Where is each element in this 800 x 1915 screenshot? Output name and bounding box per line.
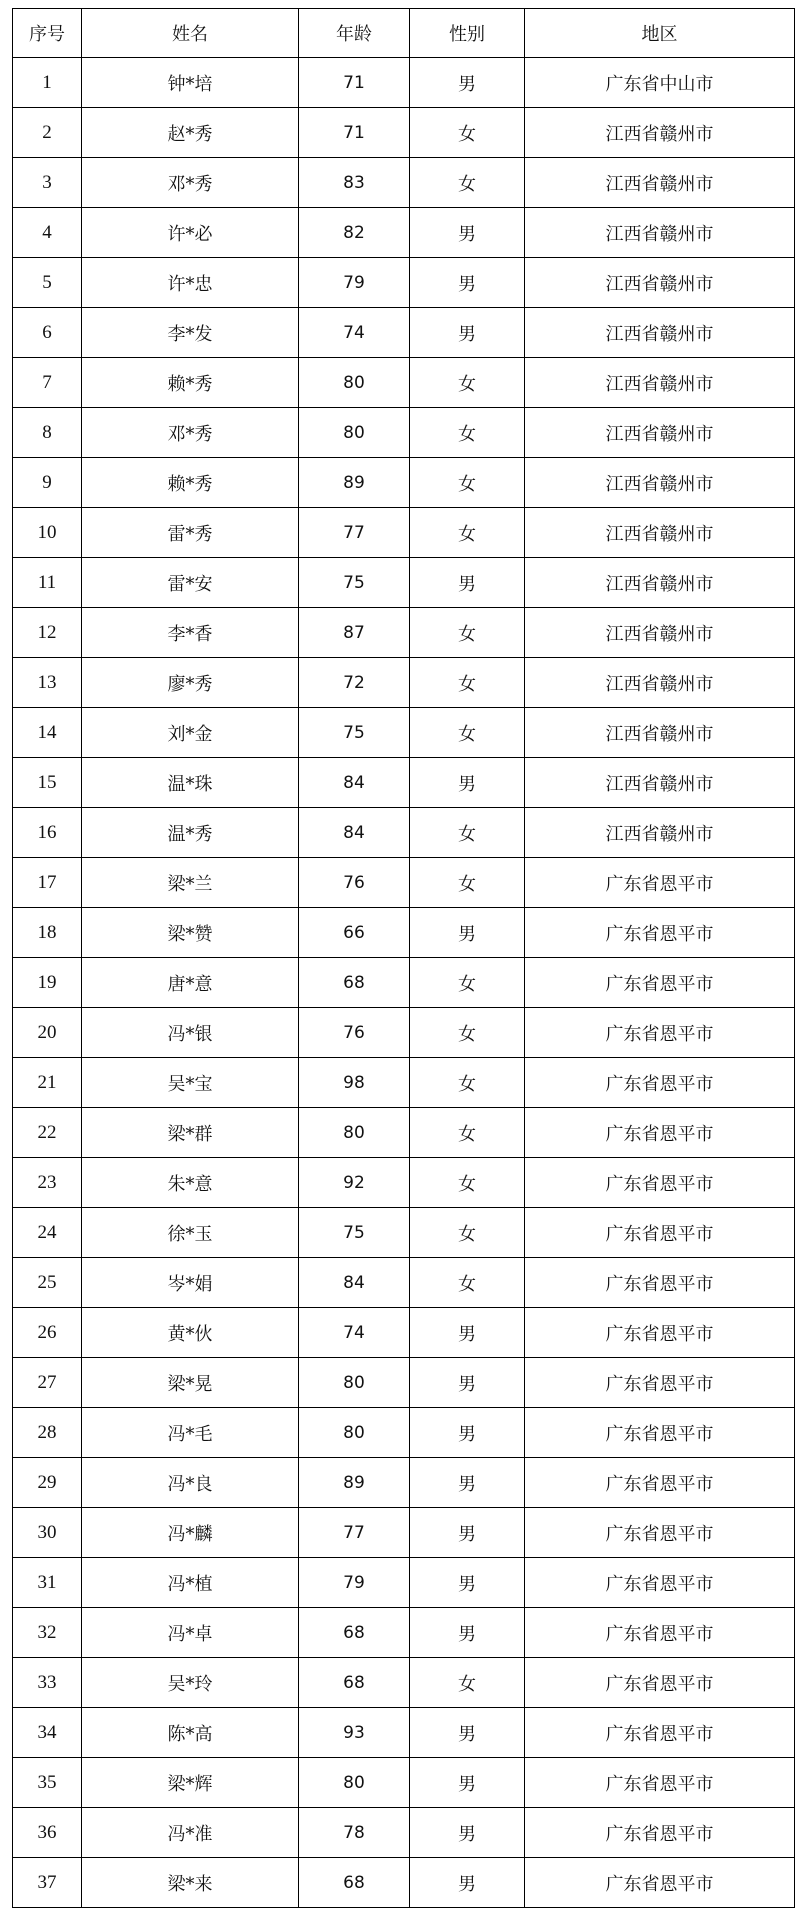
cell-name: 钟*培 bbox=[82, 58, 299, 108]
cell-region: 广东省恩平市 bbox=[525, 1058, 795, 1108]
cell-age: 84 bbox=[299, 758, 410, 808]
cell-sex: 男 bbox=[410, 308, 525, 358]
cell-sex: 女 bbox=[410, 158, 525, 208]
cell-age: 76 bbox=[299, 858, 410, 908]
cell-sex: 女 bbox=[410, 658, 525, 708]
table-row bbox=[13, 858, 795, 908]
cell-index: 4 bbox=[13, 208, 82, 258]
cell-index: 26 bbox=[13, 1308, 82, 1358]
cell-name: 刘*金 bbox=[82, 708, 299, 758]
cell-sex: 男 bbox=[410, 1558, 525, 1608]
header-row bbox=[13, 9, 795, 58]
cell-region: 江西省赣州市 bbox=[525, 608, 795, 658]
cell-age: 79 bbox=[299, 1558, 410, 1608]
cell-name: 李*香 bbox=[82, 608, 299, 658]
cell-name: 温*珠 bbox=[82, 758, 299, 808]
cell-age: 79 bbox=[299, 258, 410, 308]
cell-region: 广东省恩平市 bbox=[525, 1858, 795, 1908]
table-row bbox=[13, 608, 795, 658]
table-row bbox=[13, 458, 795, 508]
cell-index: 24 bbox=[13, 1208, 82, 1258]
cell-name: 冯*准 bbox=[82, 1808, 299, 1858]
table-row bbox=[13, 1308, 795, 1358]
cell-region: 江西省赣州市 bbox=[525, 808, 795, 858]
cell-index: 10 bbox=[13, 508, 82, 558]
cell-region: 江西省赣州市 bbox=[525, 208, 795, 258]
cell-index: 25 bbox=[13, 1258, 82, 1308]
cell-name: 赖*秀 bbox=[82, 358, 299, 408]
cell-age: 68 bbox=[299, 1858, 410, 1908]
cell-name: 温*秀 bbox=[82, 808, 299, 858]
cell-region: 广东省恩平市 bbox=[525, 1708, 795, 1758]
cell-index: 21 bbox=[13, 1058, 82, 1108]
cell-name: 廖*秀 bbox=[82, 658, 299, 708]
cell-age: 78 bbox=[299, 1808, 410, 1858]
cell-region: 江西省赣州市 bbox=[525, 358, 795, 408]
cell-region: 江西省赣州市 bbox=[525, 708, 795, 758]
cell-index: 6 bbox=[13, 308, 82, 358]
table-row bbox=[13, 1458, 795, 1508]
cell-index: 16 bbox=[13, 808, 82, 858]
cell-age: 76 bbox=[299, 1008, 410, 1058]
table-row bbox=[13, 308, 795, 358]
cell-region: 江西省赣州市 bbox=[525, 258, 795, 308]
cell-sex: 女 bbox=[410, 108, 525, 158]
cell-index: 7 bbox=[13, 358, 82, 408]
cell-index: 30 bbox=[13, 1508, 82, 1558]
cell-index: 19 bbox=[13, 958, 82, 1008]
cell-age: 71 bbox=[299, 108, 410, 158]
cell-region: 江西省赣州市 bbox=[525, 308, 795, 358]
cell-age: 68 bbox=[299, 958, 410, 1008]
table-row bbox=[13, 1508, 795, 1558]
cell-index: 32 bbox=[13, 1608, 82, 1658]
cell-region: 广东省恩平市 bbox=[525, 1608, 795, 1658]
cell-region: 广东省恩平市 bbox=[525, 1658, 795, 1708]
cell-age: 80 bbox=[299, 1758, 410, 1808]
cell-age: 71 bbox=[299, 58, 410, 108]
cell-name: 梁*群 bbox=[82, 1108, 299, 1158]
cell-region: 广东省中山市 bbox=[525, 58, 795, 108]
cell-sex: 男 bbox=[410, 1408, 525, 1458]
cell-sex: 女 bbox=[410, 958, 525, 1008]
cell-region: 江西省赣州市 bbox=[525, 508, 795, 558]
cell-index: 3 bbox=[13, 158, 82, 208]
cell-index: 23 bbox=[13, 1158, 82, 1208]
cell-age: 83 bbox=[299, 158, 410, 208]
cell-sex: 女 bbox=[410, 1158, 525, 1208]
cell-sex: 男 bbox=[410, 1808, 525, 1858]
cell-name: 许*必 bbox=[82, 208, 299, 258]
table-row bbox=[13, 1558, 795, 1608]
table-row bbox=[13, 1158, 795, 1208]
table-row bbox=[13, 1808, 795, 1858]
cell-name: 唐*意 bbox=[82, 958, 299, 1008]
cell-region: 广东省恩平市 bbox=[525, 1408, 795, 1458]
cell-index: 18 bbox=[13, 908, 82, 958]
cell-name: 许*忠 bbox=[82, 258, 299, 308]
cell-sex: 女 bbox=[410, 1658, 525, 1708]
cell-age: 82 bbox=[299, 208, 410, 258]
cell-age: 89 bbox=[299, 1458, 410, 1508]
table-row bbox=[13, 1258, 795, 1308]
cell-region: 广东省恩平市 bbox=[525, 1308, 795, 1358]
cell-name: 邓*秀 bbox=[82, 158, 299, 208]
cell-index: 37 bbox=[13, 1858, 82, 1908]
cell-sex: 男 bbox=[410, 558, 525, 608]
cell-name: 梁*来 bbox=[82, 1858, 299, 1908]
cell-index: 8 bbox=[13, 408, 82, 458]
cell-index: 1 bbox=[13, 58, 82, 108]
cell-age: 80 bbox=[299, 1358, 410, 1408]
cell-region: 广东省恩平市 bbox=[525, 1758, 795, 1808]
cell-name: 梁*晃 bbox=[82, 1358, 299, 1408]
cell-age: 98 bbox=[299, 1058, 410, 1108]
cell-name: 冯*毛 bbox=[82, 1408, 299, 1458]
cell-name: 冯*卓 bbox=[82, 1608, 299, 1658]
table-row bbox=[13, 158, 795, 208]
cell-region: 广东省恩平市 bbox=[525, 1458, 795, 1508]
cell-index: 36 bbox=[13, 1808, 82, 1858]
cell-index: 11 bbox=[13, 558, 82, 608]
table-row bbox=[13, 558, 795, 608]
cell-name: 徐*玉 bbox=[82, 1208, 299, 1258]
cell-age: 75 bbox=[299, 1208, 410, 1258]
table-row bbox=[13, 1008, 795, 1058]
cell-region: 广东省恩平市 bbox=[525, 1558, 795, 1608]
cell-name: 冯*银 bbox=[82, 1008, 299, 1058]
table-row bbox=[13, 958, 795, 1008]
table-row bbox=[13, 808, 795, 858]
cell-region: 广东省恩平市 bbox=[525, 1258, 795, 1308]
cell-sex: 男 bbox=[410, 1858, 525, 1908]
cell-index: 31 bbox=[13, 1558, 82, 1608]
cell-region: 广东省恩平市 bbox=[525, 908, 795, 958]
cell-name: 赵*秀 bbox=[82, 108, 299, 158]
cell-age: 77 bbox=[299, 508, 410, 558]
cell-region: 广东省恩平市 bbox=[525, 1358, 795, 1408]
table-row bbox=[13, 1658, 795, 1708]
table-row bbox=[13, 358, 795, 408]
cell-name: 冯*良 bbox=[82, 1458, 299, 1508]
column-header-name: 姓名 bbox=[82, 9, 299, 58]
cell-region: 江西省赣州市 bbox=[525, 408, 795, 458]
cell-name: 黄*伙 bbox=[82, 1308, 299, 1358]
column-header-region: 地区 bbox=[525, 9, 795, 58]
cell-sex: 男 bbox=[410, 1458, 525, 1508]
table-header bbox=[13, 9, 795, 58]
cell-region: 江西省赣州市 bbox=[525, 758, 795, 808]
table-row bbox=[13, 408, 795, 458]
cell-index: 28 bbox=[13, 1408, 82, 1458]
cell-sex: 女 bbox=[410, 708, 525, 758]
table-row bbox=[13, 508, 795, 558]
cell-sex: 女 bbox=[410, 1008, 525, 1058]
cell-name: 朱*意 bbox=[82, 1158, 299, 1208]
table-row bbox=[13, 1108, 795, 1158]
cell-region: 广东省恩平市 bbox=[525, 1008, 795, 1058]
cell-index: 29 bbox=[13, 1458, 82, 1508]
cell-sex: 男 bbox=[410, 1508, 525, 1558]
table-row bbox=[13, 258, 795, 308]
cell-sex: 女 bbox=[410, 358, 525, 408]
cell-age: 68 bbox=[299, 1658, 410, 1708]
cell-index: 34 bbox=[13, 1708, 82, 1758]
cell-index: 12 bbox=[13, 608, 82, 658]
cell-region: 广东省恩平市 bbox=[525, 958, 795, 1008]
cell-name: 赖*秀 bbox=[82, 458, 299, 508]
cell-region: 江西省赣州市 bbox=[525, 658, 795, 708]
cell-name: 李*发 bbox=[82, 308, 299, 358]
cell-region: 江西省赣州市 bbox=[525, 458, 795, 508]
cell-sex: 男 bbox=[410, 58, 525, 108]
cell-age: 68 bbox=[299, 1608, 410, 1658]
table-row bbox=[13, 708, 795, 758]
cell-region: 广东省恩平市 bbox=[525, 1808, 795, 1858]
cell-index: 27 bbox=[13, 1358, 82, 1408]
cell-sex: 男 bbox=[410, 758, 525, 808]
table-row bbox=[13, 658, 795, 708]
cell-index: 17 bbox=[13, 858, 82, 908]
cell-age: 93 bbox=[299, 1708, 410, 1758]
cell-name: 冯*麟 bbox=[82, 1508, 299, 1558]
cell-index: 35 bbox=[13, 1758, 82, 1808]
cell-region: 广东省恩平市 bbox=[525, 1508, 795, 1558]
table-row bbox=[13, 1758, 795, 1808]
cell-sex: 男 bbox=[410, 1358, 525, 1408]
cell-sex: 男 bbox=[410, 1708, 525, 1758]
cell-index: 22 bbox=[13, 1108, 82, 1158]
table-body bbox=[13, 58, 795, 1908]
cell-sex: 男 bbox=[410, 908, 525, 958]
cell-name: 梁*赞 bbox=[82, 908, 299, 958]
table-row bbox=[13, 208, 795, 258]
table-row bbox=[13, 1708, 795, 1758]
cell-index: 9 bbox=[13, 458, 82, 508]
cell-region: 江西省赣州市 bbox=[525, 158, 795, 208]
cell-sex: 女 bbox=[410, 608, 525, 658]
cell-index: 33 bbox=[13, 1658, 82, 1708]
cell-name: 陈*高 bbox=[82, 1708, 299, 1758]
cell-sex: 女 bbox=[410, 1208, 525, 1258]
cell-sex: 女 bbox=[410, 458, 525, 508]
cell-name: 雷*秀 bbox=[82, 508, 299, 558]
cell-index: 13 bbox=[13, 658, 82, 708]
table-row bbox=[13, 1408, 795, 1458]
cell-sex: 男 bbox=[410, 258, 525, 308]
table-row bbox=[13, 58, 795, 108]
cell-index: 15 bbox=[13, 758, 82, 808]
table-row bbox=[13, 1058, 795, 1108]
cell-name: 梁*兰 bbox=[82, 858, 299, 908]
cell-sex: 女 bbox=[410, 1108, 525, 1158]
cell-age: 89 bbox=[299, 458, 410, 508]
table-row bbox=[13, 758, 795, 808]
cell-region: 广东省恩平市 bbox=[525, 1108, 795, 1158]
cell-region: 广东省恩平市 bbox=[525, 1158, 795, 1208]
cell-index: 20 bbox=[13, 1008, 82, 1058]
cell-index: 5 bbox=[13, 258, 82, 308]
roster-table bbox=[12, 8, 795, 1908]
cell-name: 岑*娟 bbox=[82, 1258, 299, 1308]
table-row bbox=[13, 1358, 795, 1408]
table-row bbox=[13, 908, 795, 958]
cell-age: 84 bbox=[299, 808, 410, 858]
cell-sex: 男 bbox=[410, 1308, 525, 1358]
cell-age: 74 bbox=[299, 1308, 410, 1358]
cell-name: 冯*植 bbox=[82, 1558, 299, 1608]
cell-sex: 男 bbox=[410, 1608, 525, 1658]
cell-index: 14 bbox=[13, 708, 82, 758]
cell-sex: 女 bbox=[410, 1058, 525, 1108]
cell-age: 74 bbox=[299, 308, 410, 358]
cell-age: 87 bbox=[299, 608, 410, 658]
cell-sex: 女 bbox=[410, 408, 525, 458]
column-header-sex: 性别 bbox=[410, 9, 525, 58]
cell-age: 80 bbox=[299, 1108, 410, 1158]
column-header-age: 年龄 bbox=[299, 9, 410, 58]
cell-index: 2 bbox=[13, 108, 82, 158]
cell-name: 吴*玲 bbox=[82, 1658, 299, 1708]
cell-sex: 男 bbox=[410, 1758, 525, 1808]
cell-age: 66 bbox=[299, 908, 410, 958]
table-row bbox=[13, 1208, 795, 1258]
cell-name: 吴*宝 bbox=[82, 1058, 299, 1108]
cell-age: 77 bbox=[299, 1508, 410, 1558]
table-row bbox=[13, 1858, 795, 1908]
cell-age: 75 bbox=[299, 558, 410, 608]
cell-age: 72 bbox=[299, 658, 410, 708]
cell-region: 江西省赣州市 bbox=[525, 558, 795, 608]
cell-region: 广东省恩平市 bbox=[525, 858, 795, 908]
cell-name: 梁*辉 bbox=[82, 1758, 299, 1808]
cell-sex: 女 bbox=[410, 1258, 525, 1308]
table-row bbox=[13, 108, 795, 158]
cell-age: 92 bbox=[299, 1158, 410, 1208]
cell-name: 雷*安 bbox=[82, 558, 299, 608]
cell-sex: 男 bbox=[410, 208, 525, 258]
column-header-index: 序号 bbox=[13, 9, 82, 58]
cell-sex: 女 bbox=[410, 808, 525, 858]
table-row bbox=[13, 1608, 795, 1658]
cell-age: 80 bbox=[299, 1408, 410, 1458]
cell-region: 广东省恩平市 bbox=[525, 1208, 795, 1258]
cell-sex: 女 bbox=[410, 858, 525, 908]
cell-age: 84 bbox=[299, 1258, 410, 1308]
cell-age: 75 bbox=[299, 708, 410, 758]
cell-age: 80 bbox=[299, 408, 410, 458]
cell-name: 邓*秀 bbox=[82, 408, 299, 458]
cell-sex: 女 bbox=[410, 508, 525, 558]
cell-age: 80 bbox=[299, 358, 410, 408]
cell-region: 江西省赣州市 bbox=[525, 108, 795, 158]
